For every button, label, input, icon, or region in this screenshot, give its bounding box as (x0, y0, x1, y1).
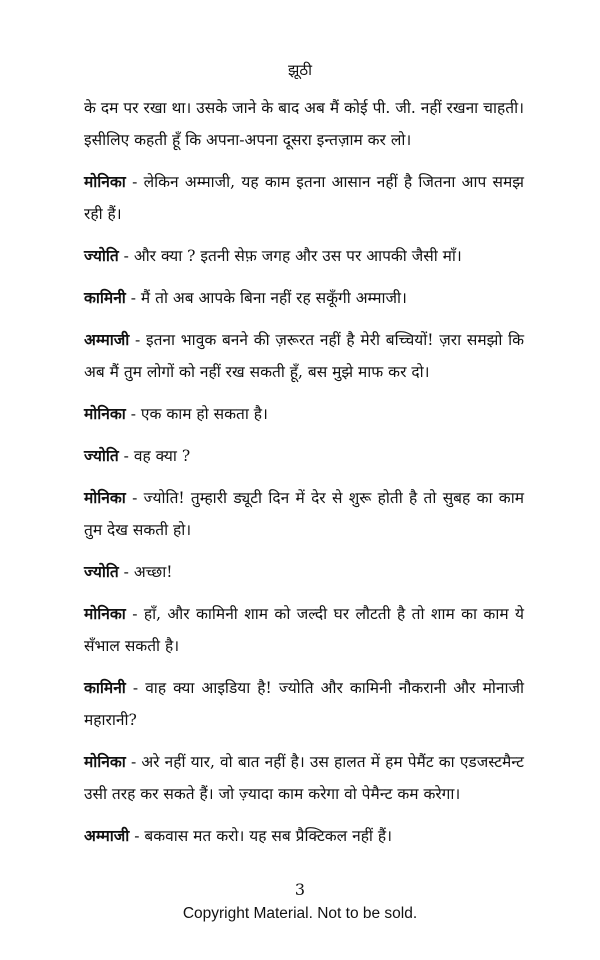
dialogue-line (84, 324, 524, 388)
dialogue-line (84, 672, 524, 736)
dialogue-text: - हाँ, और कामिनी शाम को जल्दी घर लौटती है तो शाम का काम ये सँभाल सकती है। (84, 605, 524, 655)
speaker-name: मोनिका (84, 752, 126, 771)
speaker-name: ज्योति (84, 446, 119, 465)
dialogue-text: - ज्योति! तुम्हारी ड्यूटी दिन में देर से शुरू होती है तो सुबह का काम तुम देख सकती हो। (84, 489, 524, 539)
speaker-name: अम्माजी (84, 826, 130, 845)
speaker-name: मोनिका (84, 604, 126, 623)
dialogue-line (84, 282, 524, 314)
dialogue-text: - बकवास मत करो। यह सब प्रैक्टिकल नहीं हैं। (129, 827, 392, 845)
dialogue-line (84, 240, 524, 272)
page-number: 3 (294, 880, 306, 899)
dialogue-line (84, 820, 524, 852)
dialogue-text: - एक काम हो सकता है। (125, 405, 268, 423)
dialogue-line (84, 556, 524, 588)
speaker-name: ज्योति (84, 562, 119, 581)
dialogue-line (84, 598, 524, 662)
speaker-name: कामिनी (84, 678, 126, 697)
dialogue-text: - वाह क्या आइडिया है! ज्योति और कामिनी नौकरानी और मोनाजी महारानी? (84, 679, 524, 729)
dialogue-text: - अच्छा! (118, 563, 173, 581)
dialogue-text: - लेकिन अम्माजी, यह काम इतना आसान नहीं है जितना आप समझ रही हैं। (84, 173, 524, 223)
speaker-name: मोनिका (84, 172, 126, 191)
speaker-name: मोनिका (84, 404, 126, 423)
dialogue-text: - और क्या ? इतनी सेफ़ जगह और उस पर आपकी जैसी माँ। (118, 247, 462, 265)
opening-paragraph: के दम पर रखा था। उसके जाने के बाद अब मैं कोई पी. जी. नहीं रखना चाहती। इसीलिए कहती हूँ कि अपना-अपना दूसरा इन्तज़ाम कर लो। (84, 99, 524, 149)
speaker-name: ज्योति (84, 246, 119, 265)
dialogue-text: - इतना भावुक बनने की ज़रूरत नहीं है मेरी बच्चियों! ज़रा समझो कि अब मैं तुम लोगों को नहीं रख सकती हूँ, बस मुझे माफ कर दो। (84, 331, 524, 381)
dialogue-text: - अरे नहीं यार, वो बात नहीं है। उस हालत में हम पेमैंट का एडजस्टमैन्ट उसी तरह कर सकते हैं। जो ज़्यादा काम करेगा वो पेमैन्ट कम करेगा। (84, 753, 524, 803)
dialogue-line (84, 482, 524, 546)
speaker-name: मोनिका (84, 488, 126, 507)
dialogue-line (84, 166, 524, 230)
dialogue-line (84, 398, 524, 430)
running-title: झूठी (288, 61, 312, 79)
speaker-name: कामिनी (84, 288, 126, 307)
dialogue-text: - मैं तो अब आपके बिना नहीं रह सकूँगी अम्माजी। (125, 289, 407, 307)
dialogue-line (84, 440, 524, 472)
page-body (84, 92, 524, 862)
dialogue-text: - वह क्या ? (118, 447, 191, 465)
dialogue-line (84, 746, 524, 810)
copyright-notice: Copyright Material. Not to be sold. (182, 905, 418, 922)
speaker-name: अम्माजी (84, 330, 130, 349)
